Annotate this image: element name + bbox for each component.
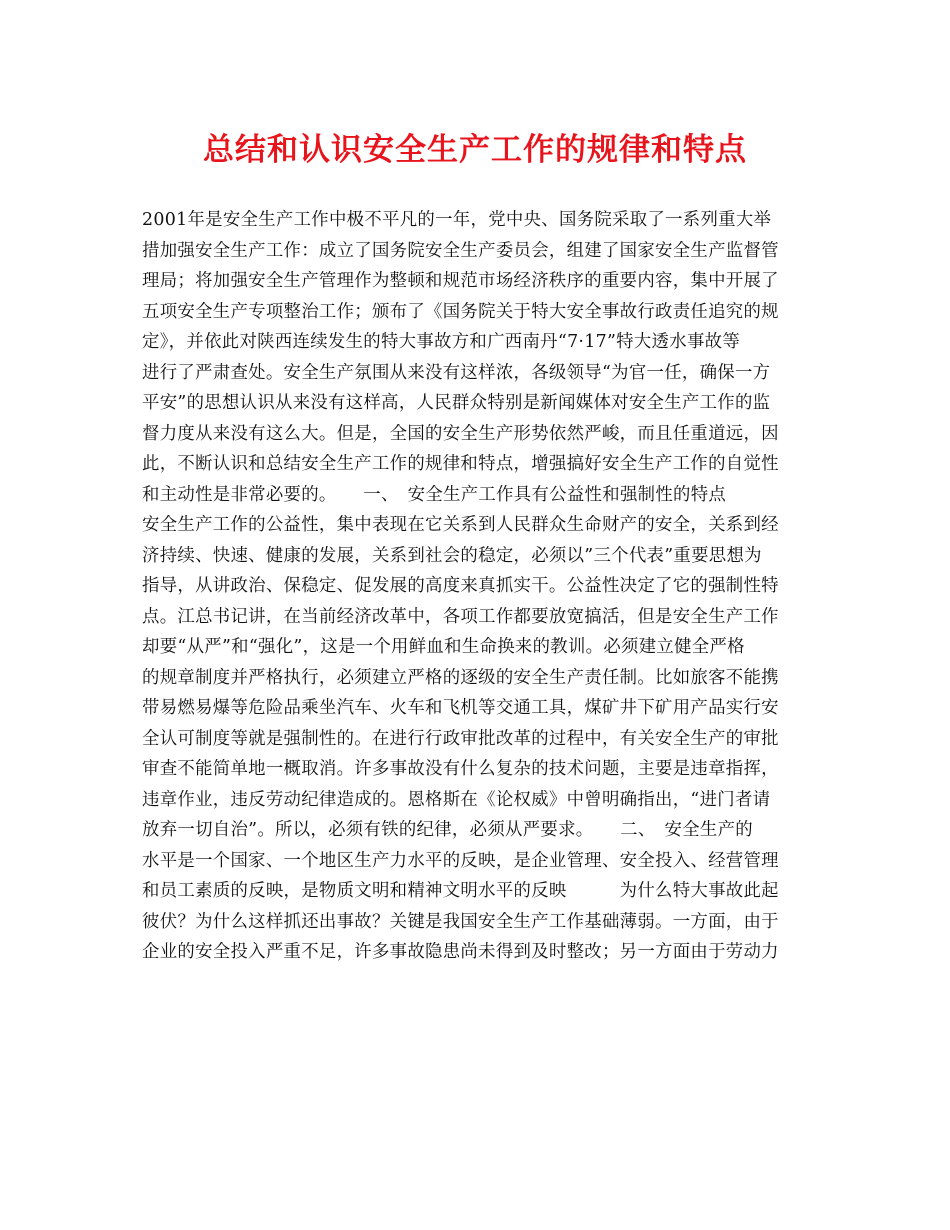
body-line: 2001年是安全生产工作中极不平凡的一年，党中央、国务院采取了一系列重大举 [142,210,772,230]
body-line: 督力度从来没有这么大。但是，全国的安全生产形势依然严峻，而且任重道远，因 [142,423,779,444]
body-line: 带易燃易爆等危险品乘坐汽车、火车和飞机等交通工具，煤矿井下矿用产品实行安 [142,698,779,718]
body-line: 理局；将加强安全生产管理作为整顿和规范市场经济秩序的重要内容，集中开展了 [142,271,779,291]
document-title: 总结和认识安全生产工作的规律和特点 [203,132,747,168]
body-line: 违章作业，违反劳动纪律造成的。恩格斯在《论权威》中曾明确指出，“进门者请 [142,789,771,810]
body-line: 和员工素质的反映，是物质文明和精神文明水平的反映 为什么特大事故此起 [142,881,779,901]
body-line: 放弃一切自治”。所以，必须有铁的纪律，必须从严要求。 二、 安全生产的 [142,820,753,840]
body-line: 济持续、快速、健康的发展，关系到社会的稳定，必须以”三个代表”重要思想为 [142,545,762,566]
body-line: 指导，从讲政治、保稳定、促发展的高度来真抓实干。公益性决定了它的强制性特 [142,576,779,596]
body-line: 进行了严肃查处。安全生产氛围从来没有这样浓，各级领导“为官一任，确保一方 [142,362,771,383]
body-line: 却要“从严”和“强化”，这是一个用鲜血和生命换来的教训。必须建立健全严格 [142,637,745,657]
body-line: 五项安全生产专项整治工作；颁布了《国务院关于特大安全事故行政责任追究的规 [142,301,779,322]
body-line: 彼伏？为什么这样抓还出事故？关键是我国安全生产工作基础薄弱。一方面，由于 [142,911,779,932]
body-line: 企业的安全投入严重不足，许多事故隐患尚未得到及时整改；另一方面由于劳动力 [142,942,779,962]
body-line: 和主动性是非常必要的。 一、 安全生产工作具有公益性和强制性的特点 [142,484,727,505]
body-line: 定》，并依此对陕西连续发生的特大事故方和广西南丹“7·17”特大透水事故等 [142,332,741,352]
body-line: 审查不能简单地一概取消。许多事故没有什么复杂的技术问题，主要是违章指挥， [142,759,779,779]
body-line: 平安”的思想认识从来没有这样高，人民群众特别是新闻媒体对安全生产工作的监 [142,393,771,413]
body-line: 全认可制度等就是强制性的。在进行行政审批改革的过程中，有关安全生产的审批 [142,728,779,749]
body-line: 的规章制度并严格执行，必须建立严格的逐级的安全生产责任制。比如旅客不能携 [142,667,779,688]
body-line: 此，不断认识和总结安全生产工作的规律和特点，增强搞好安全生产工作的自觉性 [142,454,779,474]
body-line: 点。江总书记讲，在当前经济改革中，各项工作都要放宽搞活，但是安全生产工作 [142,606,779,627]
body-line: 安全生产工作的公益性，集中表现在它关系到人民群众生命财产的安全，关系到经 [142,515,779,535]
body-line: 水平是一个国家、一个地区生产力水平的反映，是企业管理、安全投入、经营管理 [142,850,779,871]
body-line: 措加强安全生产工作：成立了国务院安全生产委员会，组建了国家安全生产监督管 [142,240,779,261]
